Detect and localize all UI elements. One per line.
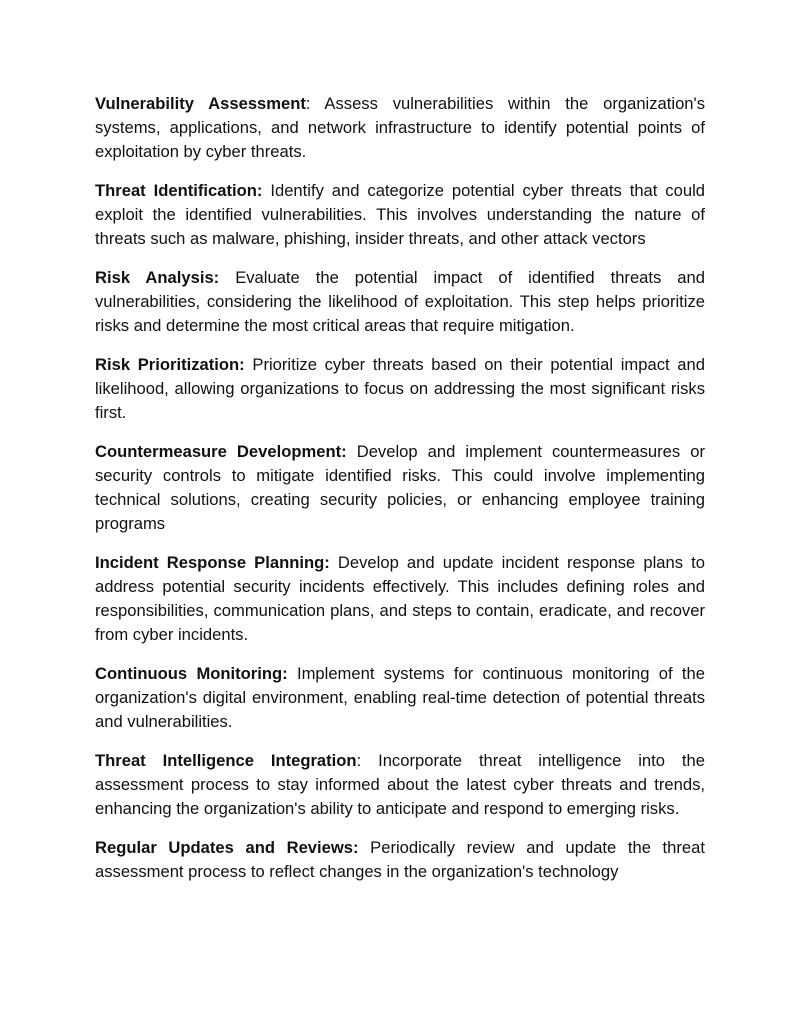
section-term: Regular Updates and Reviews: [95,838,359,857]
section-incident-response-planning [95,551,705,647]
section-text: Evaluate the potential impact of identified threats and vulnerabilities, considering the likelihood of exploitation. This step helps prioritize risks and determine the most critical areas that require mitigation. [95,268,705,335]
section-term: Threat Intelligence Integration [95,751,357,770]
section-term: Vulnerability Assessment [95,94,306,113]
section-threat-identification [95,179,705,251]
section-separator [347,442,357,461]
section-risk-prioritization [95,353,705,425]
section-separator: : [356,751,379,770]
section-countermeasure-development [95,440,705,536]
section-term: Incident Response Planning: [95,553,330,572]
section-separator [219,268,235,287]
section-term: Threat Identification: [95,181,263,200]
section-text: Assess vulnerabilities within the organization's systems, applications, and network infrastructure to identify potential points of exploitation by cyber threats. [95,94,705,161]
section-continuous-monitoring [95,662,705,734]
section-threat-intelligence-integration [95,749,705,821]
section-separator [288,664,297,683]
section-text: Implement systems for continuous monitoring of the organization's digital environment, enabling real-time detection of potential threats and vulnerabilities. [95,664,705,731]
section-vulnerability-assessment [95,92,705,164]
section-text: Develop and update incident response plans to address potential security incidents effectively. This includes defining roles and responsibilities, communication plans, and steps to contain, eradicate, and recover from cyber incidents. [95,553,705,644]
section-text: Prioritize cyber threats based on their potential impact and likelihood, allowing organizations to focus on addressing the most significant risks first. [95,355,705,422]
section-separator: : [305,94,325,113]
section-text: Develop and implement countermeasures or security controls to mitigate identified risks. This could involve implementing technical solutions, creating security policies, or enhancing employee training programs [95,442,706,533]
section-regular-updates-and-reviews [95,836,705,884]
section-separator [359,838,371,857]
section-term: Risk Analysis: [95,268,220,287]
section-text: Incorporate threat intelligence into the assessment process to stay informed about the latest cyber threats and trends, enhancing the organization's ability to anticipate and respond to emerging risks. [95,751,705,818]
section-term: Countermeasure Development: [95,442,347,461]
section-risk-analysis [95,266,705,338]
section-text: Identify and categorize potential cyber threats that could exploit the identified vulnerabilities. This involves understanding the nature of threats such as malware, phishing, insider threats, and other attack vectors [95,181,705,248]
section-text: Periodically review and update the threat assessment process to reflect changes in the organization's technology [95,838,705,881]
section-term: Risk Prioritization: [95,355,245,374]
section-term: Continuous Monitoring: [95,664,288,683]
section-separator [330,553,338,572]
